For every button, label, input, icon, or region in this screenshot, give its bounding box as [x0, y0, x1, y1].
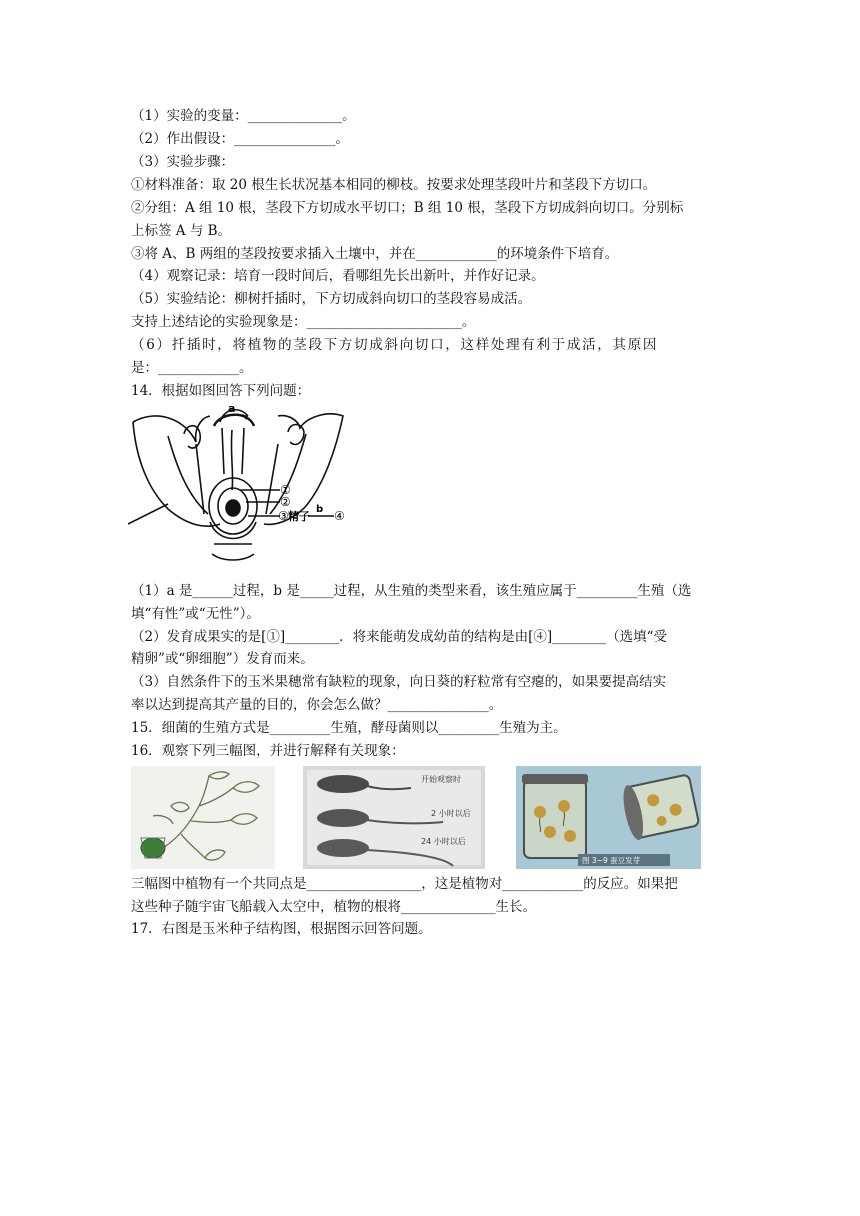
- seed-caption-2: 2 小时以后: [431, 809, 471, 818]
- q14-title: 14．根据如图回答下列问题：: [131, 383, 311, 399]
- label-b: b: [316, 504, 324, 515]
- q13-item-2: （2）作出假设：_______________。: [131, 131, 349, 147]
- q13-phenomenon: 支持上述结论的实验现象是：_______________________。: [131, 314, 476, 330]
- flower-diagram: [128, 404, 353, 570]
- label-4: ④: [334, 509, 345, 523]
- seed-caption-1: 开始观察时: [421, 775, 461, 784]
- q13-item-1: （1）实验的变量：______________。: [131, 108, 356, 124]
- q14-item-1: （1）a 是______过程，b 是_____过程，从生殖的类型来看，该生殖应属于_________生殖（选: [131, 583, 692, 599]
- bean-sprout-jars-photo: [516, 766, 701, 869]
- q13-step-3: ③将 A、B 两组的茎段按要求插入土壤中，并在____________的环境条件下培育。: [131, 246, 619, 262]
- q14-item-1-cont: 填“有性”或“无性”）。: [131, 606, 260, 622]
- q14-item-2-cont: 精卵”或“卵细胞”）发育而来。: [131, 651, 314, 667]
- q13-item-5: （5）实验结论：柳树扦插时，下方切成斜向切口的茎段容易成活。: [131, 291, 532, 307]
- plant-pot-photo: [131, 766, 275, 869]
- q15: 15．细菌的生殖方式是_________生殖，酵母菌则以_________生殖为主。: [131, 720, 567, 736]
- q16-question-cont: 这些种子随宇宙飞船载入太空中，植物的根将______________生长。: [131, 899, 536, 915]
- label-a: a: [228, 404, 236, 415]
- q13-item-6: （6）扦插时，将植物的茎段下方切成斜向切口，这样处理有利于成活，其原因: [131, 337, 659, 353]
- label-sperm: 精子: [288, 510, 310, 523]
- label-3: ③: [278, 509, 289, 523]
- seed-caption-3: 24 小时以后: [421, 837, 466, 846]
- jar-caption: 图 3−9 蚕豆发芽: [582, 856, 641, 865]
- q13-step-2: ②分组：A 组 10 根，茎段下方切成水平切口；B 组 10 根，茎段下方切成斜向切口。分别标: [131, 200, 684, 216]
- q13-item-3: （3）实验步骤：: [131, 154, 235, 170]
- q14-item-3: （3）自然条件下的玉米果穗常有缺粒的现象，向日葵的籽粒常有空瘪的，如果要提高结实: [131, 674, 667, 690]
- q14-item-3-cont: 率以达到提高其产量的目的，你会怎么做？_______________。: [131, 697, 503, 713]
- q16-question: 三幅图中植物有一个共同点是_________________，这是植物对____________的反应。如果把: [131, 876, 678, 892]
- label-2: ②: [280, 495, 291, 509]
- q16-title: 16．观察下列三幅图，并进行解释有关现象：: [131, 743, 405, 759]
- seed-germination-photo: [303, 766, 485, 869]
- q17-title: 17．右图是玉米种子结构图，根据图示回答问题。: [131, 921, 432, 937]
- q13-item-6-cont: 是：____________。: [131, 360, 253, 376]
- q14-item-2: （2）发育成果实的是[①]________．将来能萌发成幼苗的结构是由[④]________（选填“受: [131, 629, 668, 645]
- label-1: ①: [280, 483, 291, 497]
- q13-item-4: （4）观察记录：培育一段时间后，看哪组先长出新叶，并作好记录。: [131, 268, 545, 284]
- q13-step-1: ①材料准备：取 20 根生长状况基本相同的柳枝。按要求处理茎段叶片和茎段下方切口。: [131, 177, 657, 193]
- q13-step-2-cont: 上标签 A 与 B。: [131, 223, 232, 239]
